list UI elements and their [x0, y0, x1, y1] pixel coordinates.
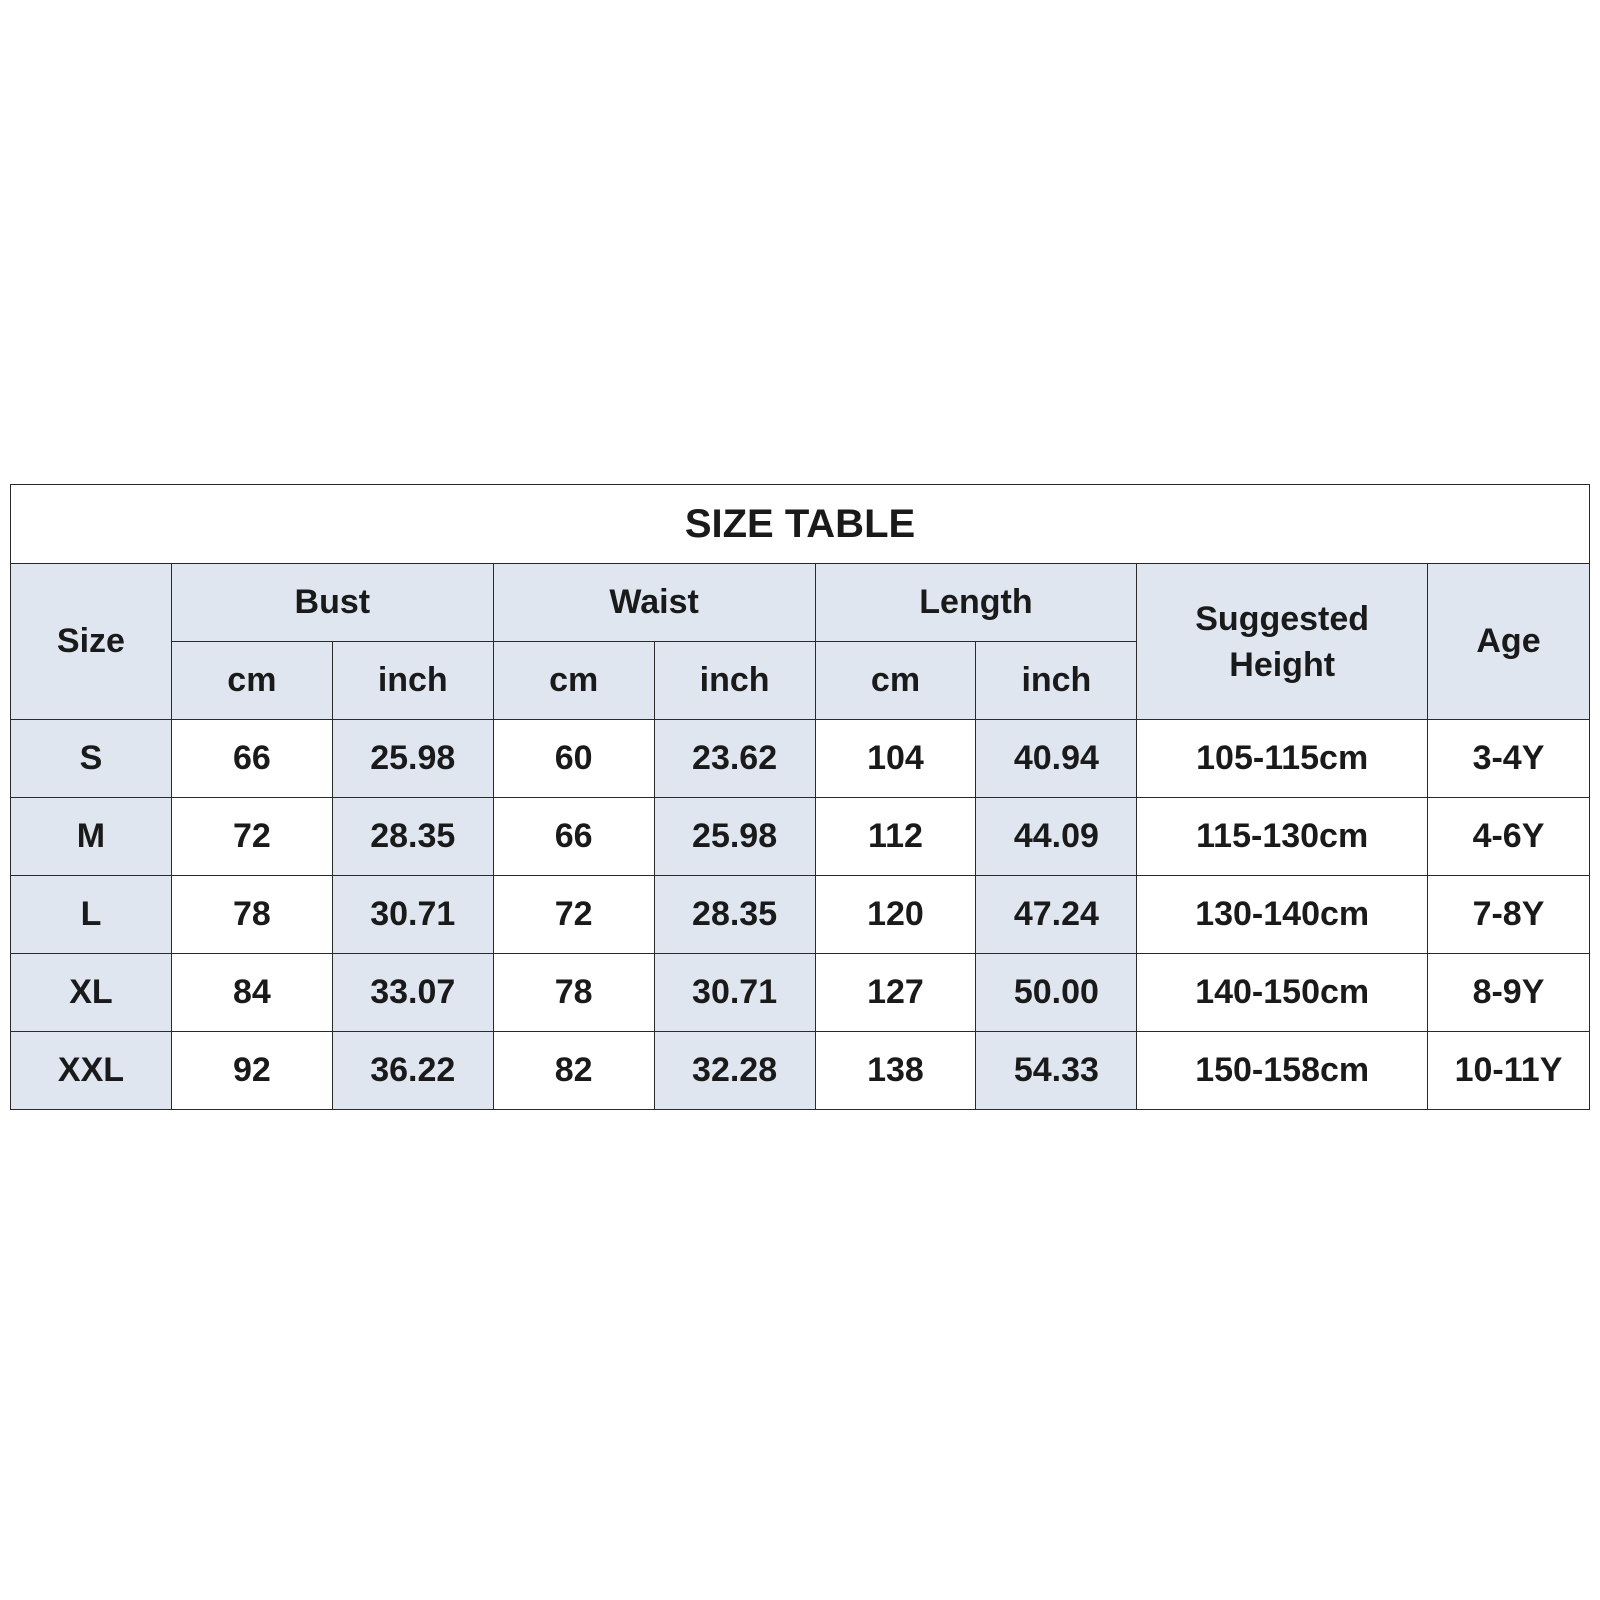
cell-height: 150-158cm	[1137, 1032, 1428, 1110]
cell-length-inch: 40.94	[976, 720, 1137, 798]
cell-bust-inch: 36.22	[332, 1032, 493, 1110]
cell-age: 3-4Y	[1427, 720, 1589, 798]
header-bust-cm: cm	[171, 642, 332, 720]
header-length: Length	[815, 564, 1137, 642]
cell-bust-inch: 25.98	[332, 720, 493, 798]
header-suggested-height-line1: Suggested	[1195, 599, 1370, 638]
cell-age: 7-8Y	[1427, 876, 1589, 954]
cell-size: XXL	[11, 1032, 172, 1110]
header-waist: Waist	[493, 564, 815, 642]
header-length-cm: cm	[815, 642, 976, 720]
cell-waist-cm: 72	[493, 876, 654, 954]
cell-waist-cm: 78	[493, 954, 654, 1032]
cell-length-cm: 112	[815, 798, 976, 876]
cell-bust-cm: 72	[171, 798, 332, 876]
header-bust: Bust	[171, 564, 493, 642]
table-row	[11, 954, 1590, 1032]
cell-bust-cm: 84	[171, 954, 332, 1032]
header-bust-inch: inch	[332, 642, 493, 720]
cell-size: S	[11, 720, 172, 798]
cell-height: 130-140cm	[1137, 876, 1428, 954]
cell-waist-cm: 60	[493, 720, 654, 798]
cell-age: 4-6Y	[1427, 798, 1589, 876]
cell-waist-inch: 32.28	[654, 1032, 815, 1110]
cell-length-inch: 50.00	[976, 954, 1137, 1032]
cell-waist-inch: 28.35	[654, 876, 815, 954]
cell-waist-inch: 23.62	[654, 720, 815, 798]
cell-size: M	[11, 798, 172, 876]
cell-length-inch: 54.33	[976, 1032, 1137, 1110]
cell-length-cm: 104	[815, 720, 976, 798]
header-suggested-height-line2: Height	[1229, 645, 1336, 684]
cell-waist-cm: 82	[493, 1032, 654, 1110]
header-suggested-height	[1137, 564, 1428, 720]
table-row	[11, 1032, 1590, 1110]
table-row	[11, 876, 1590, 954]
cell-height: 105-115cm	[1137, 720, 1428, 798]
header-waist-inch: inch	[654, 642, 815, 720]
cell-length-cm: 127	[815, 954, 976, 1032]
cell-bust-inch: 33.07	[332, 954, 493, 1032]
cell-size: L	[11, 876, 172, 954]
cell-waist-cm: 66	[493, 798, 654, 876]
cell-waist-inch: 30.71	[654, 954, 815, 1032]
cell-length-inch: 47.24	[976, 876, 1137, 954]
cell-length-cm: 138	[815, 1032, 976, 1110]
cell-height: 140-150cm	[1137, 954, 1428, 1032]
cell-size: XL	[11, 954, 172, 1032]
table-row	[11, 798, 1590, 876]
cell-bust-cm: 78	[171, 876, 332, 954]
header-age: Age	[1427, 564, 1589, 720]
table-row	[11, 720, 1590, 798]
header-length-inch: inch	[976, 642, 1137, 720]
cell-length-inch: 44.09	[976, 798, 1137, 876]
cell-length-cm: 120	[815, 876, 976, 954]
cell-bust-cm: 66	[171, 720, 332, 798]
cell-waist-inch: 25.98	[654, 798, 815, 876]
cell-bust-cm: 92	[171, 1032, 332, 1110]
cell-bust-inch: 28.35	[332, 798, 493, 876]
header-waist-cm: cm	[493, 642, 654, 720]
cell-age: 10-11Y	[1427, 1032, 1589, 1110]
cell-height: 115-130cm	[1137, 798, 1428, 876]
cell-bust-inch: 30.71	[332, 876, 493, 954]
cell-age: 8-9Y	[1427, 954, 1589, 1032]
size-table	[10, 484, 1590, 1110]
header-size: Size	[11, 564, 172, 720]
table-title: SIZE TABLE	[11, 485, 1590, 564]
